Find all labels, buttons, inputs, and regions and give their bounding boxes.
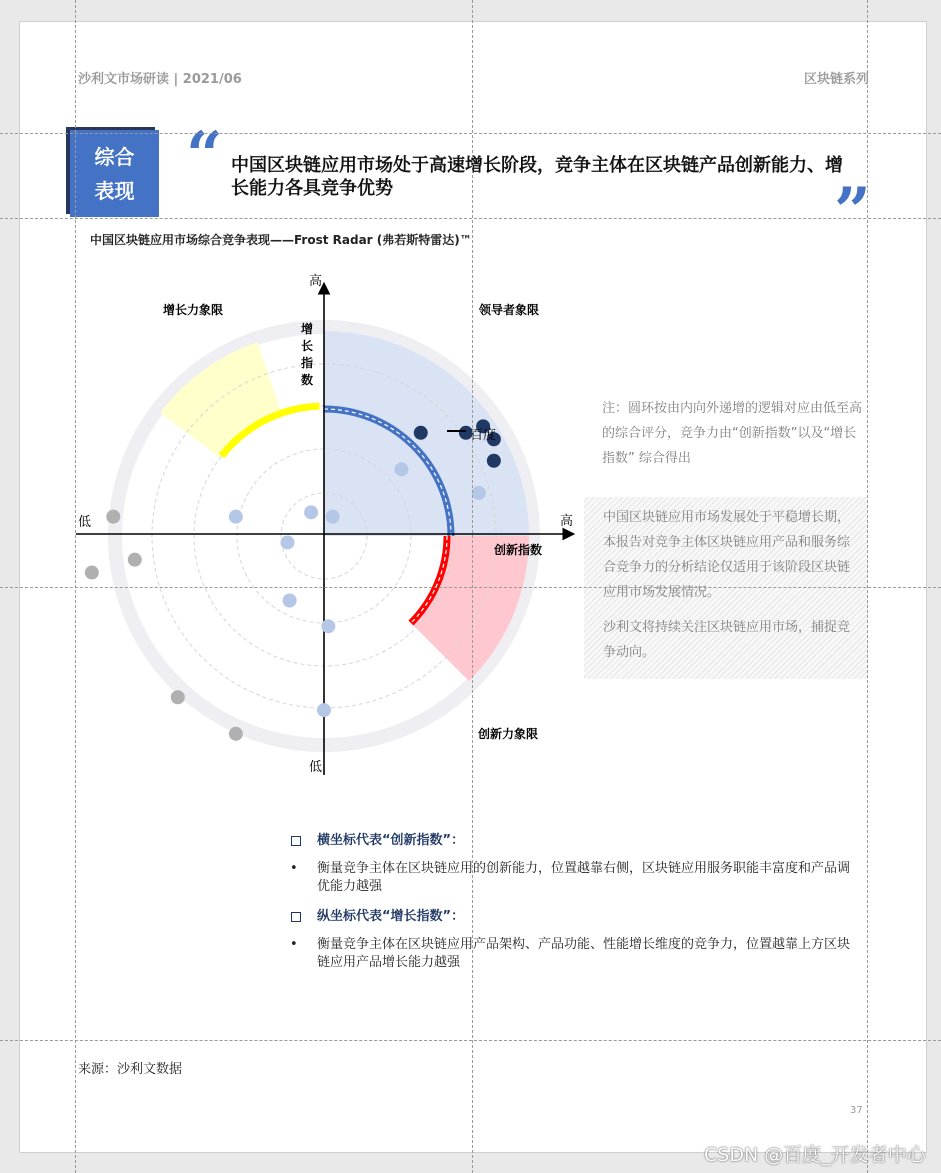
innovator-competitor-point <box>394 462 408 476</box>
x-axis-high-label: 高 <box>560 514 574 529</box>
leader-competitor-point <box>487 454 501 468</box>
y-axis-title: 增长指数 <box>301 322 314 387</box>
page-number: 37 <box>850 1105 863 1116</box>
quadrant-label-leader: 领导者象限 <box>479 303 540 317</box>
ring-note: 注：圆环按由内向外递增的逻辑对应由低至高的综合评分，竞争力由“创新指数”以及“增长指数” 综合得出 <box>602 401 863 466</box>
innovator-competitor-point <box>283 594 297 608</box>
header-report-info: 沙利文市场研读 | 2021/06 <box>78 72 242 87</box>
y-axis-high-label: 高 <box>309 274 323 289</box>
market-commentary-box <box>584 497 868 679</box>
innovator-competitor-point <box>321 619 335 633</box>
x-axis-low-label: 低 <box>78 515 92 530</box>
quadrant-label-growth: 增长力象限 <box>163 303 224 317</box>
page-headline: 中国区块链应用市场处于高速增长阶段，竞争主体在区块链产品创新能力、增长能力各具竞争优势 <box>231 155 843 199</box>
innovator-competitor-point <box>280 535 294 549</box>
other-competitor-point <box>171 690 185 704</box>
other-competitor-point <box>229 727 243 741</box>
layout-guide-horizontal <box>0 133 941 134</box>
x-axis-explanation-item <box>287 860 857 896</box>
growth-quadrant-band <box>160 342 282 459</box>
follow-up-paragraph: 沙利文将持续关注区块链应用市场，捕捉竞争动向。 <box>603 620 851 660</box>
csdn-watermark: CSDN @百度_开发者中心 <box>704 1144 926 1166</box>
baidu-label: 百度 <box>470 428 497 443</box>
innovator-competitor-point <box>229 510 243 524</box>
badge-line-1: 综合 <box>94 144 135 169</box>
header-series-name: 区块链系列 <box>803 72 869 87</box>
close-quote-mark: ” <box>834 174 871 249</box>
innovator-competitor-point <box>326 510 340 524</box>
other-competitor-point <box>85 566 99 580</box>
innovator-competitor-point <box>472 486 486 500</box>
x-axis-title: 创新指数 <box>494 543 543 557</box>
y-axis-explanation-text: 衡量竞争主体在区块链应用产品架构、产品功能、性能增长维度的竞争力，位置越靠上方区块链应用产品增长能力越强 <box>317 937 851 970</box>
other-competitor-point <box>106 510 120 524</box>
open-quote-mark: “ <box>186 118 223 193</box>
x-axis-heading-text: 横坐标代表“创新指数”： <box>317 833 465 848</box>
axis-explanation-list <box>287 830 857 982</box>
y-axis-explanation-item <box>287 936 857 972</box>
chart-title: 中国区块链应用市场综合竞争表现——Frost Radar (弗若斯特雷达)™ <box>90 233 472 247</box>
badge-line-2: 表现 <box>94 178 135 203</box>
market-stage-paragraph: 中国区块链应用市场发展处于平稳增长期，本报告对竞争主体区块链应用产品和服务综合竞争力的分析结论仅适用于该阶段区块链应用市场发展情况。 <box>603 510 851 600</box>
layout-guide-horizontal <box>0 1040 941 1041</box>
y-axis-explanation-heading <box>287 906 857 928</box>
data-source: 来源：沙利文数据 <box>78 1062 183 1077</box>
bullet-dot-icon: • <box>290 861 298 876</box>
y-axis-low-label: 低 <box>309 760 323 775</box>
quadrant-label-innovator: 创新力象限 <box>478 727 539 741</box>
y-axis-heading-text: 纵坐标代表“增长指数”： <box>317 909 465 924</box>
leader-competitor-point <box>414 426 428 440</box>
bullet-dot-icon: • <box>290 937 298 952</box>
checkbox-bullet-icon <box>291 836 301 846</box>
x-axis-explanation-heading <box>287 830 857 852</box>
layout-guide-horizontal <box>0 218 941 219</box>
other-competitor-point <box>128 553 142 567</box>
checkbox-bullet-icon <box>291 912 301 922</box>
layout-guide-horizontal <box>0 587 941 588</box>
innovator-competitor-point <box>317 703 331 717</box>
x-axis-explanation-text: 衡量竞争主体在区块链应用的创新能力，位置越靠右侧，区块链应用服务职能丰富度和产品调优能力越强 <box>317 861 851 894</box>
innovator-competitor-point <box>304 505 318 519</box>
